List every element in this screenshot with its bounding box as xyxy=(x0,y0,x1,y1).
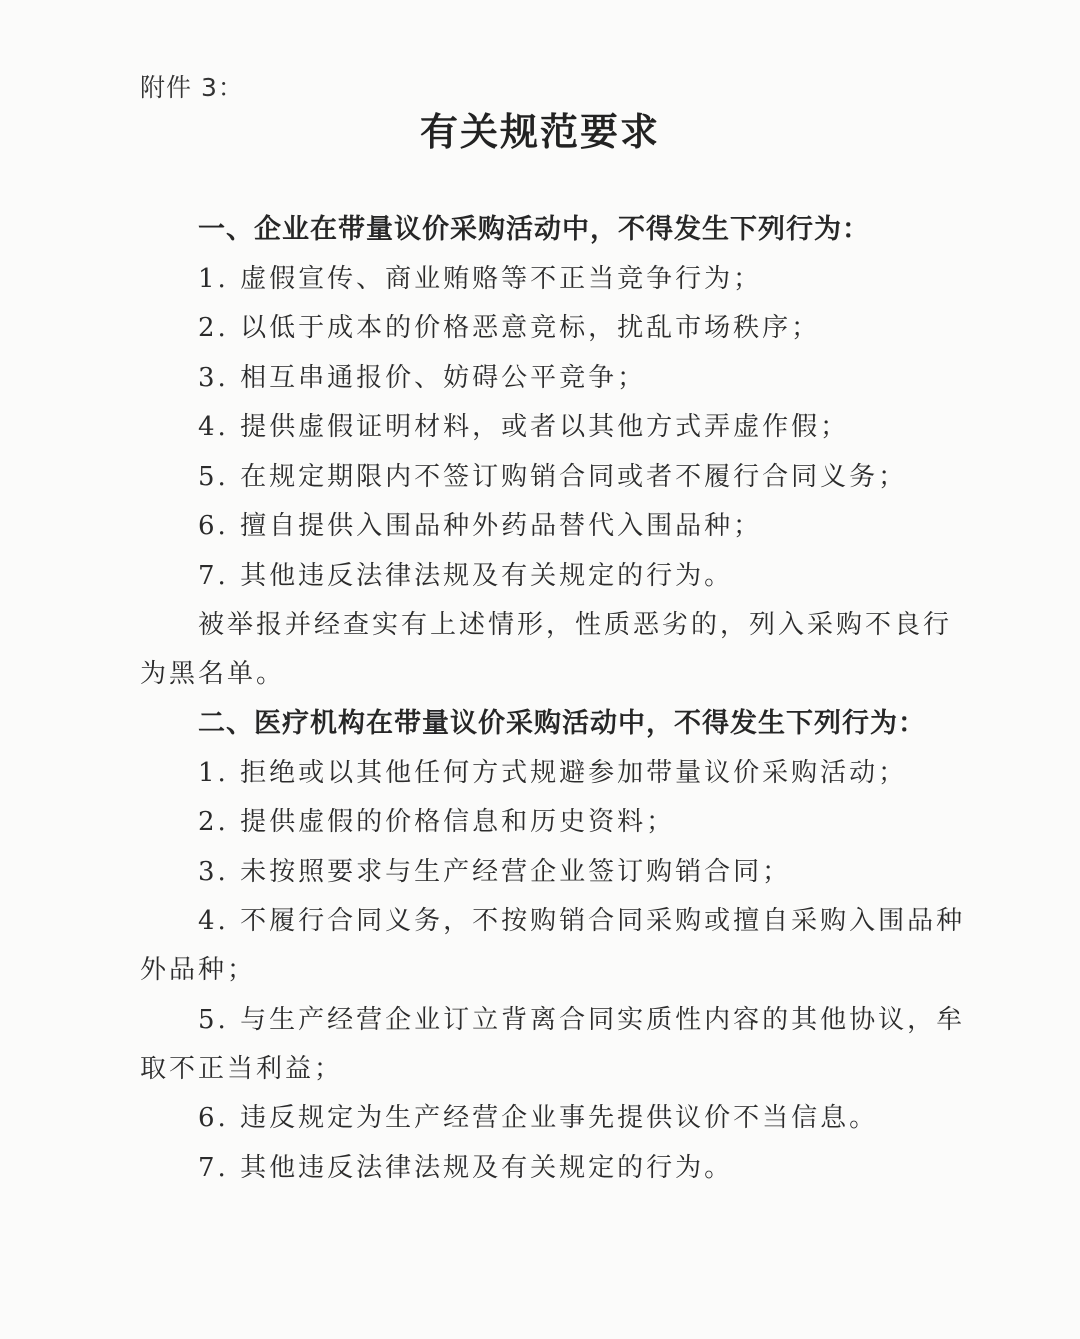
section1-item-3: 3. 相互串通报价、妨碍公平竞争； xyxy=(198,363,647,393)
document-title: 有关规范要求 xyxy=(419,110,660,154)
section1-item-1: 1. 虚假宣传、商业贿赂等不正当竞争行为； xyxy=(198,264,763,294)
section2-item-2: 2. 提供虚假的价格信息和历史资料； xyxy=(198,807,676,837)
section2-item-5-line1: 5. 与生产经营企业订立背离合同实质性内容的其他协议，牟 xyxy=(198,1005,966,1035)
section1-note-line2: 为黑名单。 xyxy=(140,659,286,689)
section2-item-1: 1. 拒绝或以其他任何方式规避参加带量议价采购活动； xyxy=(198,758,908,788)
section2-item-7: 7. 其他违反法律法规及有关规定的行为。 xyxy=(198,1153,734,1183)
section2-heading: 二、医疗机构在带量议价采购活动中，不得发生下列行为： xyxy=(198,708,926,739)
section1-heading: 一、企业在带量议价采购活动中，不得发生下列行为： xyxy=(198,214,870,245)
section1-note-line1: 被举报并经查实有上述情形，性质恶劣的，列入采购不良行 xyxy=(198,610,953,640)
attachment-label: 附件 3： xyxy=(140,73,244,102)
section1-item-4: 4. 提供虚假证明材料，或者以其他方式弄虚作假； xyxy=(198,412,850,442)
section1-item-5: 5. 在规定期限内不签订购销合同或者不履行合同义务； xyxy=(198,462,908,492)
section2-item-4-line1: 4. 不履行合同义务，不按购销合同采购或擅自采购入围品种 xyxy=(198,906,966,936)
section1-item-7: 7. 其他违反法律法规及有关规定的行为。 xyxy=(198,561,734,591)
section1-item-6: 6. 擅自提供入围品种外药品替代入围品种； xyxy=(198,511,763,541)
section2-item-6: 6. 违反规定为生产经营企业事先提供议价不当信息。 xyxy=(198,1103,879,1133)
section2-item-4-line2: 外品种； xyxy=(140,955,257,985)
section1-item-2: 2. 以低于成本的价格恶意竞标，扰乱市场秩序； xyxy=(198,313,821,343)
section2-item-5-line2: 取不正当利益； xyxy=(140,1054,344,1084)
section2-item-3: 3. 未按照要求与生产经营企业签订购销合同； xyxy=(198,857,792,887)
